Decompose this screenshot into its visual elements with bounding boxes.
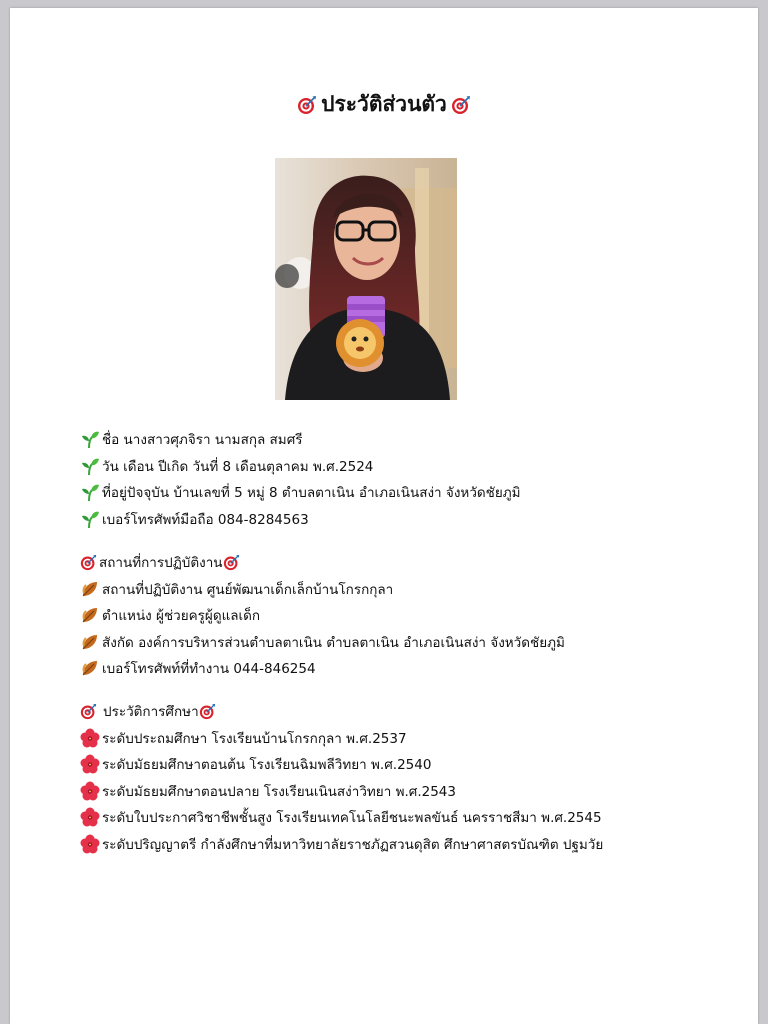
education-section xyxy=(80,698,740,857)
list-item: ที่อยู่ปัจจุบัน บ้านเลขที่ 5 หมู่ 8 ตำบลตาเนิน อำเภอเนินสง่า จังหวัดชัยภูมิ xyxy=(80,479,740,506)
list-item: สังกัด องค์การบริหารส่วนตำบลตาเนิน ตำบลตาเนิน อำเภอเนินสง่า จังหวัดชัยภูมิ xyxy=(80,629,740,656)
hibiscus-icon xyxy=(80,781,100,801)
list-item: ระดับมัธยมศึกษาตอนต้น โรงเรียนฉิมพลีวิทยา พ.ศ.2540 xyxy=(80,751,740,778)
hibiscus-icon xyxy=(80,834,100,854)
personal-info-section xyxy=(80,426,740,532)
list-item: เบอร์โทรศัพท์ที่ทำงาน 044-846254 xyxy=(80,655,740,682)
fallen-leaf-icon xyxy=(80,658,100,678)
seedling-icon xyxy=(80,482,100,502)
seedling-icon xyxy=(80,456,100,476)
fallen-leaf-icon xyxy=(80,632,100,652)
work-section xyxy=(80,549,740,682)
dart-target-icon xyxy=(80,703,97,720)
page-title-row xyxy=(10,88,758,121)
dart-target-icon xyxy=(451,95,471,115)
dart-target-icon xyxy=(199,703,216,720)
list-item: ระดับประถมศึกษา โรงเรียนบ้านโกรกกุลา พ.ศ.2537 xyxy=(80,725,740,752)
fallen-leaf-icon xyxy=(80,605,100,625)
list-item: วัน เดือน ปีเกิด วันที่ 8 เดือนตุลาคม พ.ศ.2524 xyxy=(80,453,740,480)
list-item: เบอร์โทรศัพท์มือถือ 084-8284563 xyxy=(80,506,740,533)
work-heading: สถานที่การปฏิบัติงาน xyxy=(80,549,740,576)
hibiscus-icon xyxy=(80,807,100,827)
dart-target-icon xyxy=(80,554,97,571)
list-item: ชื่อ นางสาวศุภจิรา นามสกุล สมศรี xyxy=(80,426,740,453)
page-title: ประวัติส่วนตัว xyxy=(321,92,447,116)
list-item: ระดับใบประกาศวิชาชีพชั้นสูง โรงเรียนเทคโนโลยีชนะพลขันธ์ นครราชสีมา พ.ศ.2545 xyxy=(80,804,740,831)
fallen-leaf-icon xyxy=(80,579,100,599)
list-item: ตำแหน่ง ผู้ช่วยครูผู้ดูแลเด็ก xyxy=(80,602,740,629)
list-item: ระดับมัธยมศึกษาตอนปลาย โรงเรียนเนินสง่าวิทยา พ.ศ.2543 xyxy=(80,778,740,805)
hibiscus-icon xyxy=(80,728,100,748)
dart-target-icon xyxy=(297,95,317,115)
seedling-icon xyxy=(80,429,100,449)
hibiscus-icon xyxy=(80,754,100,774)
dart-target-icon xyxy=(223,554,240,571)
seedling-icon xyxy=(80,509,100,529)
document-page xyxy=(10,8,758,1024)
profile-photo xyxy=(275,158,457,400)
list-item: ระดับปริญญาตรี กำลังศึกษาที่มหาวิทยาลัยราชภัฏสวนดุสิต ศึกษาศาสตรบัณฑิต ปฐมวัย xyxy=(80,831,740,858)
list-item: สถานที่ปฏิบัติงาน ศูนย์พัฒนาเด็กเล็กบ้านโกรกกุลา xyxy=(80,576,740,603)
education-heading: ประวัติการศึกษา xyxy=(80,698,740,725)
